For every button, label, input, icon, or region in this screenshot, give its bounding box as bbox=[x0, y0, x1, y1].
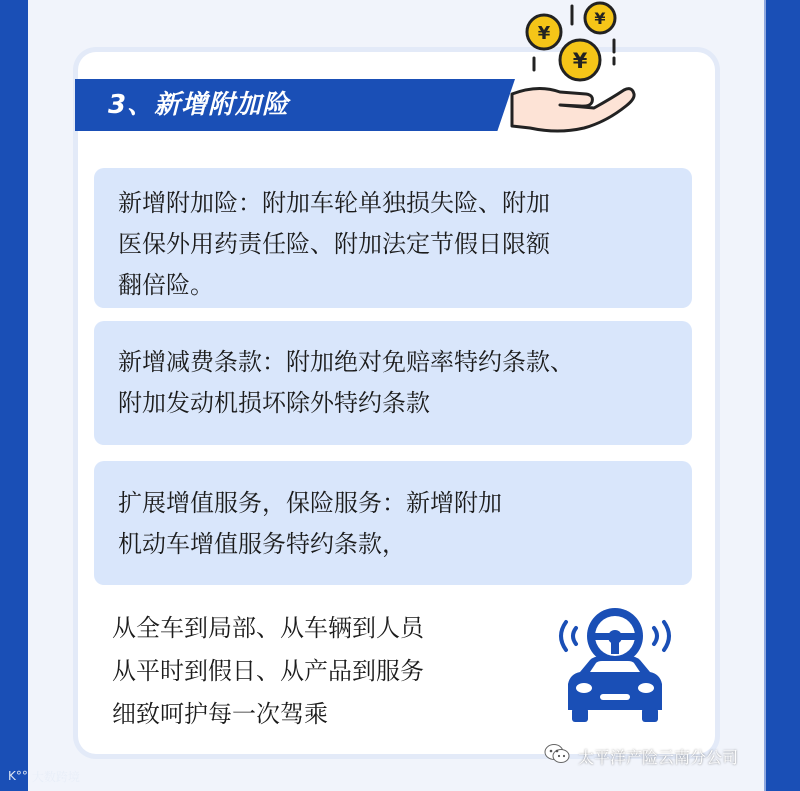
coins-hand-icon bbox=[508, 0, 638, 144]
watermark-right-text: 太平洋产险云南分公司 bbox=[578, 747, 739, 767]
info-box-line: 新增减费条款：附加绝对免赔率特约条款、 bbox=[118, 348, 574, 376]
closing-line: 从全车到局部、从车辆到人员 bbox=[112, 614, 424, 642]
svg-text:¥: ¥ bbox=[572, 49, 588, 73]
closing-line: 细致呵护每一次驾乘 bbox=[112, 700, 328, 728]
wechat-icon bbox=[544, 743, 570, 769]
info-box-line: 扩展增值服务，保险服务：新增附加 bbox=[118, 489, 502, 517]
info-box-line: 附加发动机损坏除外特约条款 bbox=[118, 389, 430, 417]
info-box-fee-reduction bbox=[94, 321, 692, 445]
watermark-logo-icon: K°° bbox=[8, 769, 28, 783]
info-box-line: 医保外用药责任险、附加法定节假日限额 bbox=[118, 230, 550, 258]
watermark-left-text: 大数跨境 bbox=[31, 769, 80, 784]
svg-text:¥: ¥ bbox=[537, 23, 551, 44]
right-edge-bar bbox=[766, 0, 800, 791]
svg-text:¥: ¥ bbox=[594, 9, 606, 28]
info-box-line: 新增附加险：附加车轮单独损失险、附加 bbox=[118, 189, 550, 217]
info-box-line: 机动车增值服务特约条款， bbox=[118, 530, 406, 558]
closing-text bbox=[112, 607, 424, 736]
closing-line: 从平时到假日、从产品到服务 bbox=[112, 657, 424, 685]
left-edge-bar bbox=[0, 0, 28, 791]
section-title: 3、新增附加险 bbox=[108, 90, 290, 120]
info-box-line: 翻倍险。 bbox=[118, 271, 214, 299]
info-box-riders bbox=[94, 168, 692, 308]
connected-car-icon bbox=[550, 600, 680, 734]
watermark-right bbox=[544, 742, 738, 770]
watermark-left bbox=[8, 766, 80, 786]
info-box-value-added bbox=[94, 461, 692, 585]
